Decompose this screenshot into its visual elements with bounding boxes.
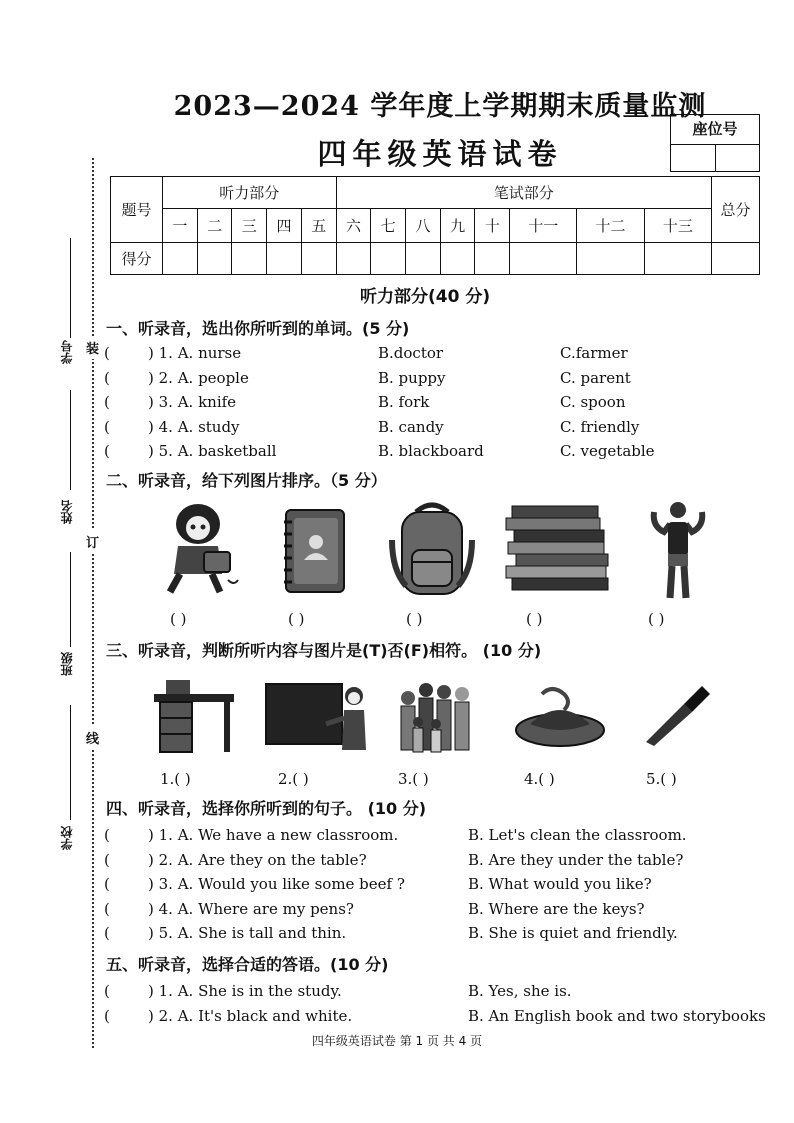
boy-with-bag-picture xyxy=(150,496,246,600)
option-b: B. puppy xyxy=(378,368,446,387)
q4-item-4 xyxy=(104,900,764,922)
answer-paren[interactable]: ( xyxy=(104,826,110,844)
answer-paren[interactable]: ( xyxy=(104,982,110,1000)
page-footer: 四年级英语试卷 第 1 页 共 4 页 xyxy=(311,1034,483,1048)
question-number-11: 十一 xyxy=(510,209,577,243)
answer-paren[interactable]: ( xyxy=(104,850,110,869)
seat-cell-2[interactable] xyxy=(716,145,760,171)
score-cell-4[interactable] xyxy=(267,243,302,275)
school-label: 学校 xyxy=(60,826,74,850)
option-a: ) 4. A. study xyxy=(148,417,240,436)
score-cell-1[interactable] xyxy=(163,243,198,275)
score-cell-3[interactable] xyxy=(232,243,267,275)
q3-answer-blank-2[interactable]: 2.( ) xyxy=(278,770,309,788)
food-plate-picture xyxy=(512,682,608,756)
option-a: ) 5. A. basketball xyxy=(148,442,277,460)
score-cell-8[interactable] xyxy=(406,243,441,275)
answer-paren[interactable]: ( xyxy=(104,393,110,411)
question-number-12: 十二 xyxy=(577,209,644,243)
q3-answer-blank-1[interactable]: 1.( ) xyxy=(160,770,191,788)
q5-item-1 xyxy=(104,982,764,1004)
option-b: B. blackboard xyxy=(378,442,484,460)
class-label: 班级 xyxy=(60,652,74,676)
option-a: ) 1. A. She is in the study. xyxy=(148,982,342,1000)
knife-picture xyxy=(644,684,712,752)
question-number-13: 十三 xyxy=(644,209,711,243)
question-number-6: 六 xyxy=(336,209,371,243)
option-a: ) 1. A. We have a new classroom. xyxy=(148,826,399,844)
listening-section-title: 听力部分(40 分) xyxy=(360,287,491,307)
option-b: B. Yes, she is. xyxy=(468,982,572,1000)
answer-paren[interactable]: ( xyxy=(104,1006,110,1025)
option-c: C. vegetable xyxy=(560,442,655,460)
answer-paren[interactable]: ( xyxy=(104,344,110,362)
seat-number-label: 座位号 xyxy=(671,115,759,145)
stack-of-books-picture xyxy=(502,502,614,598)
q3-answer-blank-3[interactable]: 3.( ) xyxy=(398,770,429,788)
option-a: ) 5. A. She is tall and thin. xyxy=(148,924,347,942)
q2-answer-blank-2[interactable]: ( ) xyxy=(288,610,305,628)
score-cell-6[interactable] xyxy=(336,243,371,275)
option-a: ) 1. A. nurse xyxy=(148,344,242,362)
option-b: B. candy xyxy=(378,417,444,436)
name-label: 姓名 xyxy=(60,500,74,524)
option-c: C.farmer xyxy=(560,344,628,362)
q3-answer-blank-5[interactable]: 5.( ) xyxy=(646,770,677,788)
q1-item-4 xyxy=(104,418,764,440)
bind-char-3: 线 xyxy=(86,726,99,749)
class-blank[interactable] xyxy=(70,552,71,647)
question-number-1: 一 xyxy=(163,209,198,243)
score-cell-12[interactable] xyxy=(577,243,644,275)
option-b: B. What would you like? xyxy=(468,875,652,893)
score-cell-2[interactable] xyxy=(197,243,232,275)
exam-subtitle: 四年级英语试卷 xyxy=(317,137,563,171)
strong-man-picture xyxy=(648,498,708,606)
q2-answer-blank-5[interactable]: ( ) xyxy=(648,610,665,628)
answer-paren[interactable]: ( xyxy=(104,875,110,893)
question-number-9: 九 xyxy=(440,209,475,243)
question-number-3: 三 xyxy=(232,209,267,243)
q1-title: 一、听录音，选出你所听到的单词。(5 分) xyxy=(106,319,410,338)
exam-title: 2023—2024 学年度上学期期末质量监测 xyxy=(173,91,707,122)
q2-answer-blank-4[interactable]: ( ) xyxy=(526,610,543,628)
question-number-label: 题号 xyxy=(111,177,163,243)
student-id-label: 学号 xyxy=(60,340,74,364)
question-number-4: 四 xyxy=(267,209,302,243)
seat-cell-1[interactable] xyxy=(671,145,716,171)
score-cell-7[interactable] xyxy=(371,243,406,275)
score-label: 得分 xyxy=(111,243,163,275)
q4-item-2 xyxy=(104,851,764,873)
option-a: ) 2. A. Are they on the table? xyxy=(148,850,367,869)
score-cell-13[interactable] xyxy=(644,243,711,275)
option-b: B. Let's clean the classroom. xyxy=(468,826,687,844)
option-b: B. She is quiet and friendly. xyxy=(468,924,678,942)
option-b: B.doctor xyxy=(378,344,444,362)
q2-answer-blank-3[interactable]: ( ) xyxy=(406,610,423,628)
answer-paren[interactable]: ( xyxy=(104,899,110,918)
name-blank[interactable] xyxy=(70,390,71,490)
family-picture xyxy=(394,678,474,762)
listening-part-header: 听力部分 xyxy=(163,177,337,209)
option-b: B. An English book and two storybooks xyxy=(468,1006,766,1025)
q2-answer-blank-1[interactable]: ( ) xyxy=(170,610,187,628)
bind-char-1: 装 xyxy=(86,336,99,359)
notebook-picture xyxy=(282,508,348,598)
q3-answer-blank-4[interactable]: 4.( ) xyxy=(524,770,555,788)
question-number-10: 十 xyxy=(475,209,510,243)
score-cell-total[interactable] xyxy=(712,243,760,275)
answer-paren[interactable]: ( xyxy=(104,442,110,460)
bind-char-2: 订 xyxy=(86,530,99,553)
q1-item-3 xyxy=(104,393,764,415)
q5-item-2 xyxy=(104,1007,764,1029)
q5-title: 五、听录音，选择合适的答语。(10 分) xyxy=(106,955,389,974)
option-a: ) 3. A. Would you like some beef ? xyxy=(148,875,405,893)
option-a: ) 4. A. Where are my pens? xyxy=(148,899,354,918)
option-a: ) 3. A. knife xyxy=(148,393,237,411)
q4-title: 四、听录音，选择你所听到的句子。 (10 分) xyxy=(106,799,427,818)
option-b: B. fork xyxy=(378,393,430,411)
q3-title: 三、听录音，判断所听内容与图片是(T)否(F)相符。 (10 分) xyxy=(106,641,542,660)
desk-picture xyxy=(152,676,236,760)
q2-title: 二、听录音，给下列图片排序。（5 分） xyxy=(106,471,387,490)
q1-item-1 xyxy=(104,344,764,366)
option-c: C. parent xyxy=(560,368,631,387)
score-cell-10[interactable] xyxy=(475,243,510,275)
q4-item-5 xyxy=(104,924,764,946)
option-b: B. Where are the keys? xyxy=(468,899,645,918)
student-id-blank[interactable] xyxy=(70,238,71,338)
question-number-8: 八 xyxy=(406,209,441,243)
seat-number-box xyxy=(670,114,760,172)
question-number-2: 二 xyxy=(197,209,232,243)
binding-line xyxy=(92,158,94,1048)
answer-paren[interactable]: ( xyxy=(104,924,110,942)
q1-item-5 xyxy=(104,442,764,464)
q4-item-3 xyxy=(104,875,764,897)
option-c: C. spoon xyxy=(560,393,626,411)
written-part-header: 笔试部分 xyxy=(336,177,711,209)
question-number-5: 五 xyxy=(301,209,336,243)
q1-item-2 xyxy=(104,369,764,391)
backpack-picture xyxy=(386,500,478,602)
teacher-blackboard-picture xyxy=(264,682,370,760)
total-label: 总分 xyxy=(712,177,760,243)
score-table xyxy=(110,176,760,275)
option-a: ) 2. A. It's black and white. xyxy=(148,1006,353,1025)
q4-item-1 xyxy=(104,826,764,848)
option-a: ) 2. A. people xyxy=(148,368,249,387)
question-number-7: 七 xyxy=(371,209,406,243)
school-blank[interactable] xyxy=(70,705,71,820)
score-cell-5[interactable] xyxy=(301,243,336,275)
score-cell-9[interactable] xyxy=(440,243,475,275)
option-b: B. Are they under the table? xyxy=(468,850,684,869)
answer-paren[interactable]: ( xyxy=(104,417,110,436)
answer-paren[interactable]: ( xyxy=(104,368,110,387)
score-cell-11[interactable] xyxy=(510,243,577,275)
option-c: C. friendly xyxy=(560,417,640,436)
